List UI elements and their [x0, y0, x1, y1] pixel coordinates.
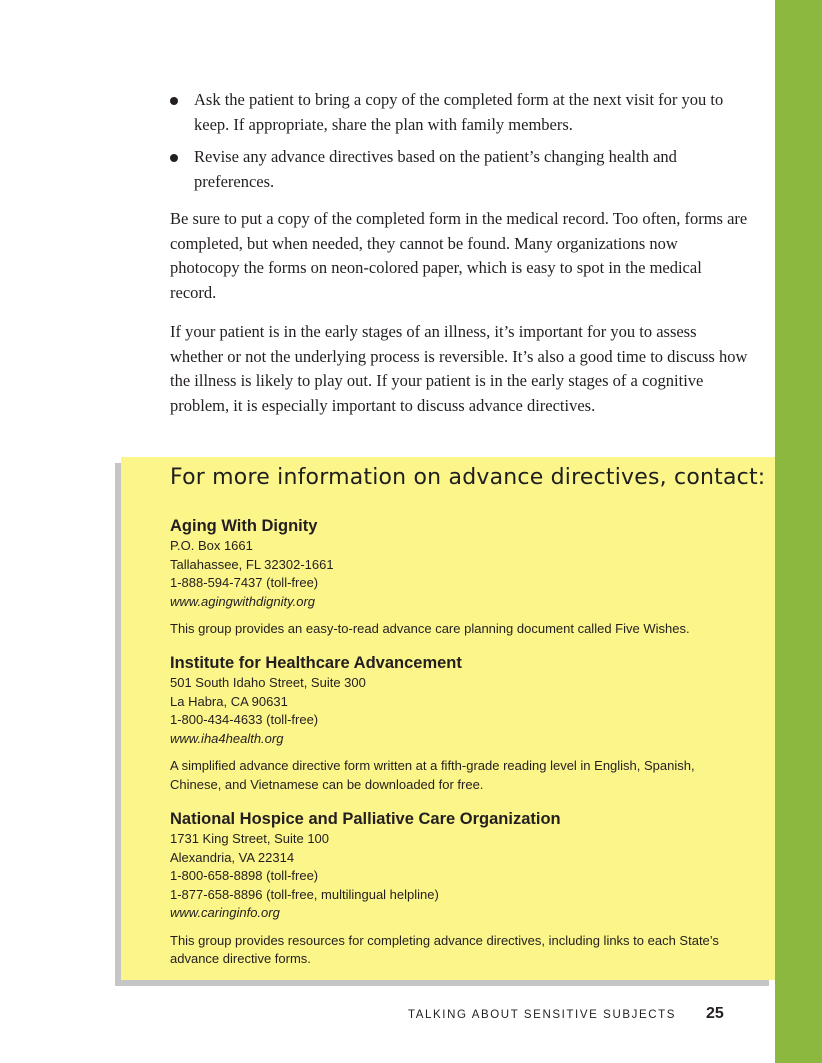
org-address-line: 1731 King Street, Suite 100	[170, 831, 330, 846]
org-phone: 1-877-658-8896 (toll-free, multilingual helpline)	[170, 886, 439, 902]
org-website-link[interactable]: www.caringinfo.org	[170, 905, 280, 920]
org-address-line: Alexandria, VA 22314	[170, 849, 295, 865]
org-address-line: 501 South Idaho Street, Suite 300	[170, 675, 366, 690]
org-entry	[170, 515, 740, 639]
bullet-text: Revise any advance directives based on the patient’s changing health and preferences.	[194, 147, 677, 191]
bullet-text: Ask the patient to bring a copy of the completed form at the next visit for you to keep. If appropriate, share the plan with family members.	[194, 90, 724, 134]
org-website-link[interactable]: www.agingwithdignity.org	[170, 593, 315, 609]
bullet-dot-icon	[170, 97, 178, 105]
org-phone: 1-888-594-7437 (toll-free)	[170, 575, 319, 590]
org-entry	[170, 808, 740, 969]
org-address-line: Tallahassee, FL 32302-1661	[170, 556, 334, 572]
bullet-dot-icon	[170, 154, 178, 162]
org-name: Aging With Dignity	[170, 517, 318, 535]
body-paragraph: If your patient is in the early stages of an illness, it’s important for you to assess whether or not the underlying process is reversible. It’s also a good time to discuss how the illness is likely to play out. If your patient is in the early stages of a cognitive problem, it is especially important to discuss advance directives.	[170, 322, 748, 415]
green-side-bar	[775, 0, 822, 1063]
bullet-item	[170, 88, 740, 137]
bullet-list	[170, 88, 740, 202]
org-phone: 1-800-658-8898 (toll-free)	[170, 868, 319, 883]
org-description: This group provides resources for completing advance directives, including links to each State’s advance directive forms.	[170, 932, 719, 966]
bullet-item	[170, 145, 740, 194]
org-name: National Hospice and Palliative Care Organization	[170, 810, 561, 828]
org-website-link[interactable]: www.iha4health.org	[170, 730, 284, 746]
body-paragraph: Be sure to put a copy of the completed form in the medical record. Too often, forms are completed, but when needed, they cannot be found. Many organizations now photocopy the forms on neon-colored paper, which is easy to spot in the medical record.	[170, 209, 748, 302]
org-entry	[170, 652, 740, 794]
org-description: A simplified advance directive form written at a fifth-grade reading level in English, Spanish, Chinese, and Vietnamese can be downloaded for free.	[170, 758, 695, 792]
page-number: 25	[706, 1005, 724, 1022]
org-address-line: La Habra, CA 90631	[170, 693, 288, 709]
org-description: This group provides an easy-to-read advance care planning document called Five Wishes.	[170, 621, 690, 636]
running-footer: TALKING ABOUT SENSITIVE SUBJECTS	[408, 1009, 677, 1021]
org-address-line: P.O. Box 1661	[170, 538, 253, 553]
org-phone: 1-800-434-4633 (toll-free)	[170, 712, 319, 727]
org-name: Institute for Healthcare Advancement	[170, 654, 462, 672]
info-box-heading: For more information on advance directives, contact:	[170, 465, 766, 490]
contact-info-box	[121, 457, 775, 980]
